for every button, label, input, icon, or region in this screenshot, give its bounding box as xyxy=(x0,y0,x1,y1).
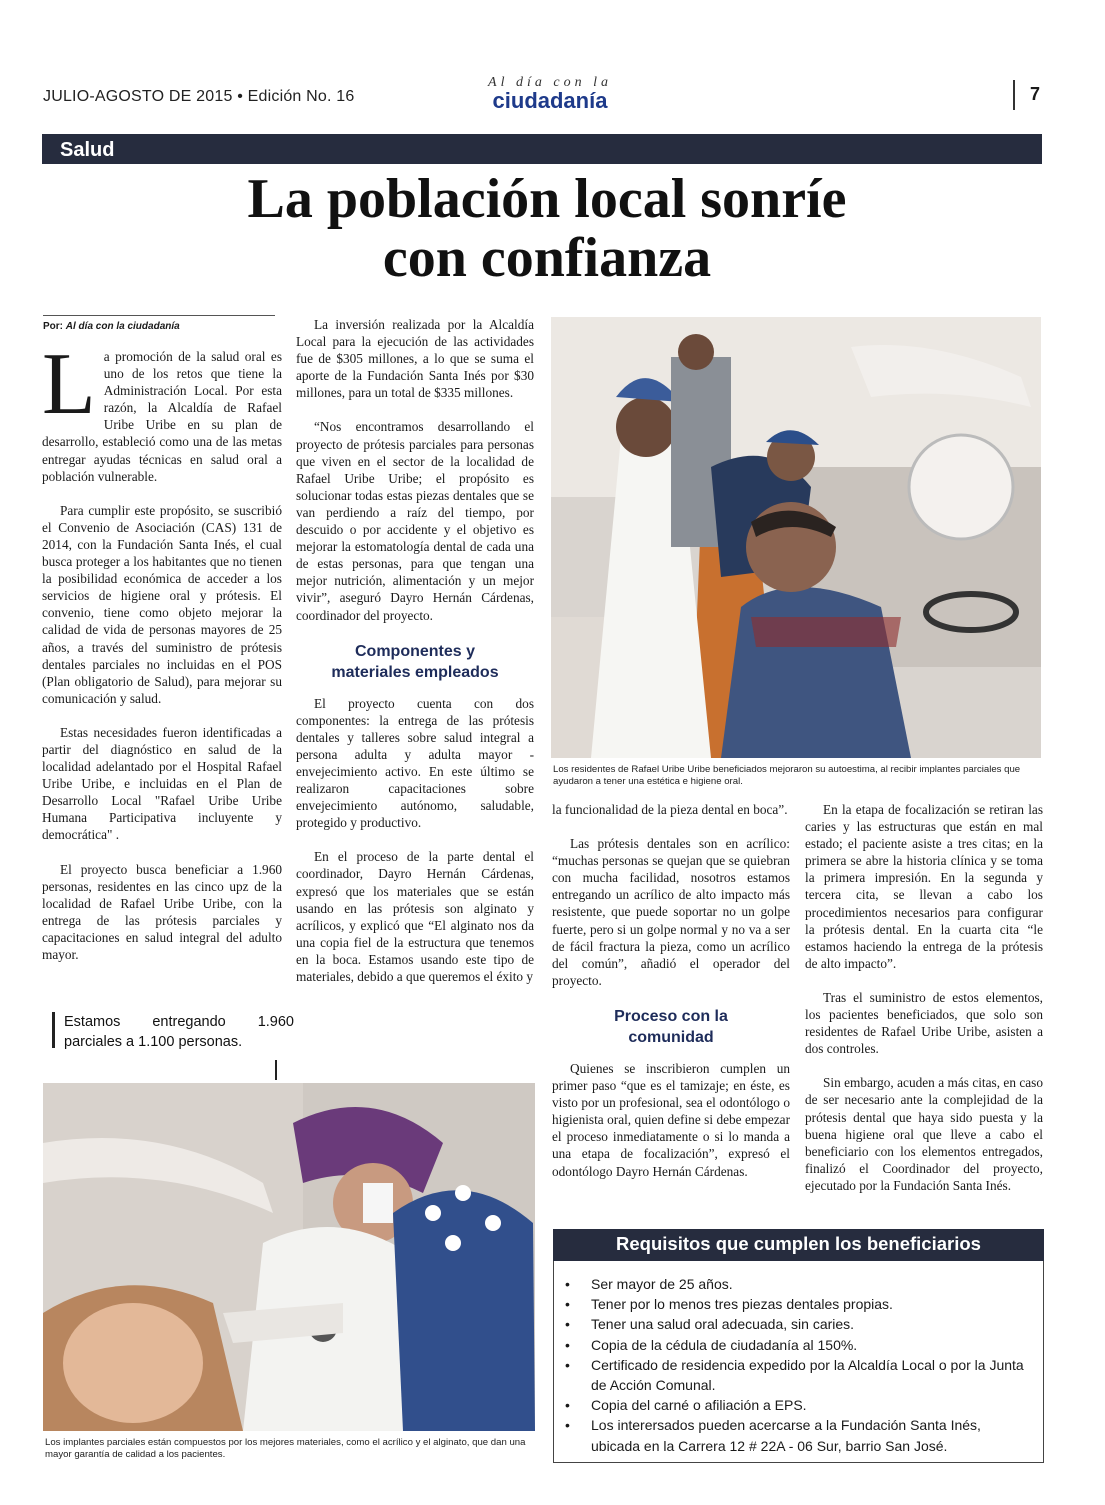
requirement-item: • Los interersados pueden acercarse a la Fundación Santa Inés, ubicada en la Carrera 12 # 22A - 06 Sur, barrio San José. xyxy=(563,1415,1033,1455)
paragraph: En el proceso de la parte dental el coordinador, Dayro Hernán Cárdenas, expresó que los materiales que se están usando en las prótesis son alginato y acrílicos, y explicó que “El alginato nos da una copia fiel de la estructura que tenemos en la boca. Estamos usando este tipo de materiales, debido a que queremos el éxito y xyxy=(296,849,534,984)
headline: La población local sonríe con confianza xyxy=(247,168,847,290)
requirements-list xyxy=(563,1274,1033,1456)
masthead-bottom: ciudadanía xyxy=(492,88,608,113)
subhead-componentes: Componentes y materiales empleados xyxy=(331,642,499,681)
byline-prefix: Por: xyxy=(43,321,63,332)
paragraph xyxy=(42,336,282,485)
photo-bottom-caption: Los implantes parciales están compuestos por los mejores materiales, como el acrílico y el alginato, que dan una mayor garantía de calidad a los pacientes. xyxy=(45,1437,526,1460)
paragraph: En la etapa de focalización se retiran las caries y las estructuras que están en mal estado; el paciente asiste a tres citas; en la primera se abre la historia clínica y se toma la primera impresión. En la segunda y tercera cita, se llevan a cabo los procedimientos necesarios para configurar la prótesis dental. En la cuarta cita “le estamos haciendo la entrega de la prótesis de alto impacto”. xyxy=(805,802,1043,971)
byline-author: Al día con la ciudadanía xyxy=(65,321,180,332)
pull-quote-rule xyxy=(52,1012,55,1048)
requirement-item: • Ser mayor de 25 años. xyxy=(563,1274,1033,1294)
byline xyxy=(43,321,180,332)
photo-dental-patient-image xyxy=(551,317,1041,758)
requirement-item: • Tener por lo menos tres piezas dentales propias. xyxy=(563,1294,1033,1314)
paragraph: “Nos encontramos desarrollando el proyecto de prótesis parciales para personas que viven en el sector de la localidad de Rafael Uribe Uribe; el propósito es solucionar todas estas piezas dentales que se van perdiendo a raíz del tiempo, por descuido o por accidente y el objetivo es mejorar la estomatología dental de cada una de estas personas, para que tengan una mejor nutrición, alimentación y un mejor vivir”, aseguró Dayro Hernán Cárdenas, coordinador del proyecto. xyxy=(296,419,534,623)
paragraph: Estas necesidades fueron identificadas a partir del diagnóstico en salud de la localidad adelantado por el Hospital Rafael Uribe Uribe, e incluidas en el Plan de Desarrollo Local "Rafael Uribe Uribe Humana Participativa incluyente y democrática" . xyxy=(42,724,282,843)
requirement-item: • Copia de la cédula de ciudadanía al 150%. xyxy=(563,1335,1033,1355)
paragraph: Para cumplir este propósito, se suscribió el Convenio de Asociación (CAS) 131 de 2014, con la Fundación Santa Inés, el cual busca proteger a los habitantes que no tienen la posibilidad económica de acceder a los servicios de higiene oral y prótesis. El convenio, tiene como objeto mejorar la calidad de vida de personas mayores de 25 años, a través del suministro de prótesis dentales parciales no incluidas en el POS (Plan obligatorio de Salud), para mejorar su comunicación y salud. xyxy=(42,502,282,706)
paragraph: El proyecto cuenta con dos componentes: la entrega de las prótesis dentales y talleres sobre salud integral a persona adulta y adulta mayor - envejecimiento activo. En este último se realizaron capacitaciones sobre envejecimiento autónomo, saludable, protegido y productivo. xyxy=(296,695,534,831)
column-1 xyxy=(42,336,282,980)
page-number: 7 xyxy=(1030,84,1041,104)
section-bar xyxy=(42,134,1042,164)
issue-date: JULIO-AGOSTO DE 2015 • Edición No. 16 xyxy=(43,88,355,105)
masthead-logo xyxy=(475,76,625,112)
column-2 xyxy=(296,316,534,1002)
subhead-proceso: Proceso con la comunidad xyxy=(614,1007,728,1046)
requirement-item: • Copia del carné o afiliación a EPS. xyxy=(563,1395,1033,1415)
paragraph: Sin embargo, acuden a más citas, en caso de ser necesario ante la complejidad de la prótesis dental que haya sido puesta y la buena higiene oral que lleve a cabo el beneficiario con los elementos entregados, finalizó el Coordinador del proyecto, ejecutado por la Fundación Santa Inés. xyxy=(805,1075,1043,1193)
paragraph: El proyecto busca beneficiar a 1.960 personas, residentes en las cinco upz de la localidad de Rafael Uribe Uribe, con la entrega de las prótesis parciales y capacitaciones en salud integral del adulto mayor. xyxy=(42,861,282,962)
paragraph-text: a promoción de la salud oral es uno de los retos que tiene la Administración Local. Por esta razón, la Alcaldía de Rafael Uribe Uribe en su plan de desarrollo, estableció como una de las metas entregar ayudas técnicas en salud oral a población vulnerable. xyxy=(42,349,282,484)
pull-quote-marker xyxy=(272,1060,280,1080)
paragraph: Quienes se inscribieron cumplen un primer paso “que es el tamizaje; en éste, es visto por un profesional, sea el odontólogo o higienista oral, quien define si debe empezar el proceso inmediatamente o si lo manda a una etapa de focalización”, expresó el odontólogo Dayro Hernán Cárdenas. xyxy=(552,1060,790,1179)
byline-rule xyxy=(43,315,275,316)
header-divider xyxy=(1013,80,1015,110)
section-label: Salud xyxy=(60,139,115,161)
column-3 xyxy=(552,801,790,1197)
requirements-title: Requisitos que cumplen los beneficiarios xyxy=(616,1233,981,1254)
requirement-item: • Tener una salud oral adecuada, sin caries. xyxy=(563,1314,1033,1334)
paragraph: Tras el suministro de estos elementos, los pacientes beneficiados, que solo son residentes de Rafael Uribe Uribe, asisten a dos controles. xyxy=(805,989,1043,1057)
masthead-top: Al día con la xyxy=(488,75,612,90)
column-4 xyxy=(805,801,1043,1211)
drop-cap: L xyxy=(42,336,96,433)
pull-quote: Estamos entregando 1.960 parciales a 1.100 personas. xyxy=(64,1014,294,1050)
paragraph: la funcionalidad de la pieza dental en boca”. xyxy=(552,802,788,817)
paragraph: La inversión realizada por la Alcaldía Local para la ejecución de las actividades fue de $305 millones, a lo que se suma el aporte de la Fundación Santa Inés por $30 millones, para un total de $335 millones. xyxy=(296,317,534,401)
photo-dentist-procedure-image xyxy=(43,1083,535,1431)
photo-top-caption: Los residentes de Rafael Uribe Uribe beneficiados mejoraron su autoestima, al recibir implantes parciales que ayudaron a tener una estética e higiene oral. xyxy=(553,764,1021,787)
photo-dental-patient xyxy=(551,317,1041,758)
photo-dentist-procedure xyxy=(43,1083,535,1431)
requirement-item: • Certificado de residencia expedido por la Alcaldía Local o por la Junta de Acción Comunal. xyxy=(563,1355,1033,1395)
paragraph: Las prótesis dentales son en acrílico: “muchas personas se quejan que se quiebran con mucha facilidad, nosotros estamos entregando un acrílico de alto impacto más resistente, que puede soportar no un golpe fuerte, pero si un golpe normal y no va a ser de fácil fractura la pieza, como un acrílico del común”, añadió el operador del proyecto. xyxy=(552,836,790,988)
